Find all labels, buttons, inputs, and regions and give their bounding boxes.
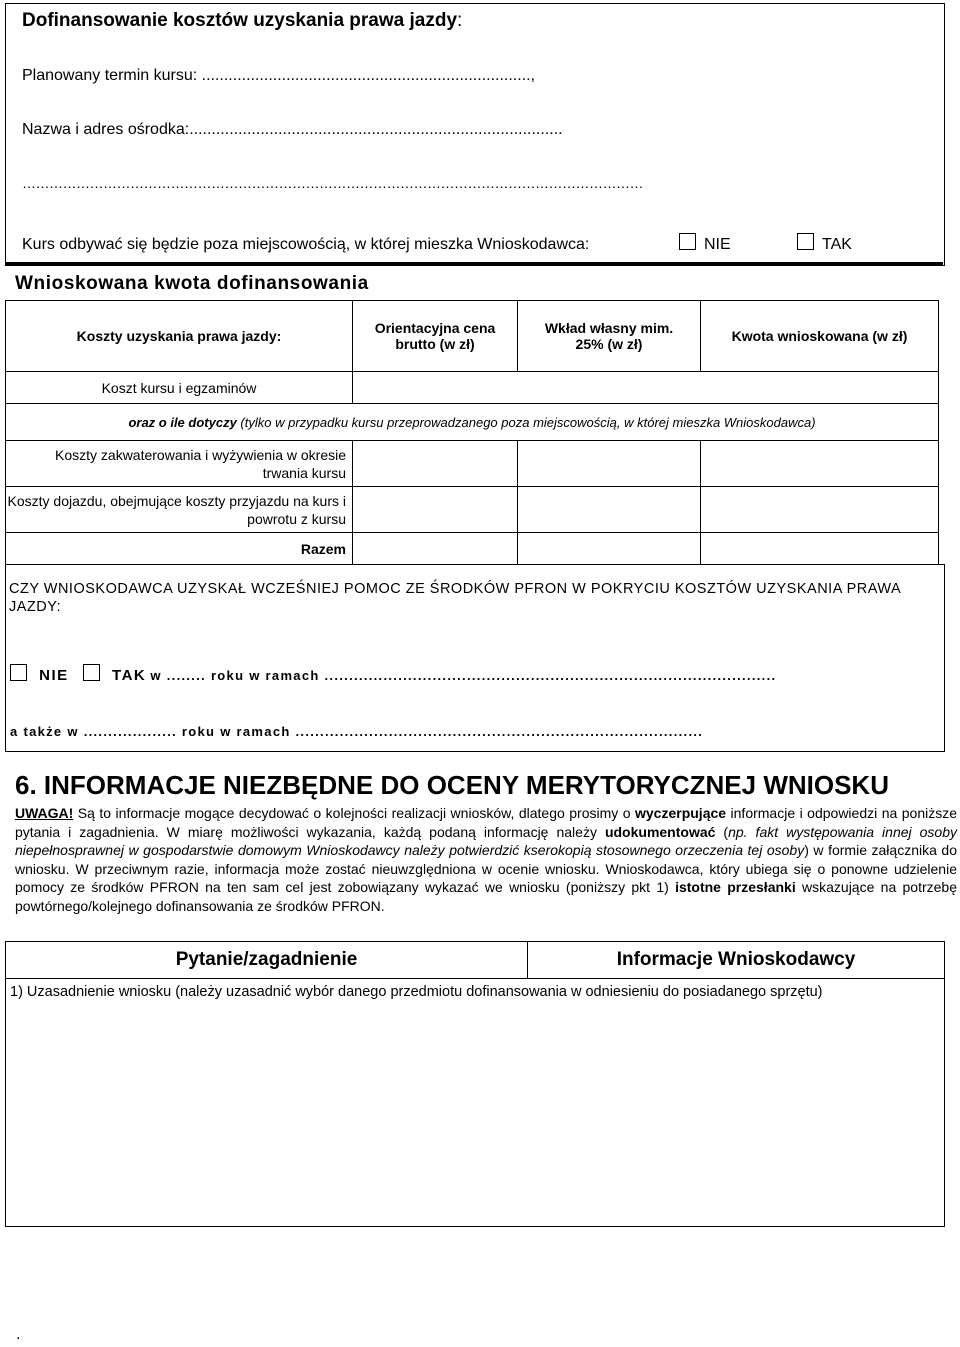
section-divider <box>5 262 943 265</box>
outside-location-question: Kurs odbywać się będzie poza miejscowością, w której mieszka Wnioskodawca: <box>22 236 590 253</box>
row-course-cost-label: Koszt kursu i egzaminów <box>5 371 353 404</box>
row-accommodation-price[interactable] <box>352 440 518 487</box>
center-name-continuation[interactable]: ………………………………………………………………………………………………………………………… <box>22 175 643 191</box>
label-tak-outside: TAK <box>822 236 852 253</box>
qa-header-question: Pytanie/zagadnienie <box>5 941 528 979</box>
row-course-cost-values[interactable] <box>352 371 939 404</box>
qa-header-info: Informacje Wnioskodawcy <box>527 941 945 979</box>
row-total-own[interactable] <box>517 532 701 565</box>
row-accommodation-requested[interactable] <box>700 440 939 487</box>
row-total-price[interactable] <box>352 532 518 565</box>
col-header-costs: Koszty uzyskania prawa jazdy: <box>5 300 353 372</box>
qa-answer-area[interactable] <box>8 1005 942 1223</box>
prior-help-line1: NIE TAK w ........ roku w ramach ............................................................................................ <box>10 664 776 684</box>
row-accommodation-own[interactable] <box>517 440 701 487</box>
course-date-field[interactable]: Planowany termin kursu: .........................................................................., <box>22 67 536 84</box>
col-header-price: Orientacyjna cena brutto (w zł) <box>352 300 518 372</box>
checkbox-nie-prior[interactable] <box>10 664 27 681</box>
footer-dot: . <box>16 1326 21 1343</box>
row-accommodation-label: Koszty zakwaterowania i wyżywienia w okresie trwania kursu <box>5 440 353 487</box>
label-nie-outside: NIE <box>704 236 731 253</box>
row-travel-label: Koszty dojazdu, obejmujące koszty przyjazdu na kurs i powrotu z kursu <box>5 486 353 533</box>
col-header-requested: Kwota wnioskowana (w zł) <box>700 300 939 372</box>
row-total-label: Razem <box>5 532 353 565</box>
prior-help-year-program-2[interactable]: a także w ................... roku w ramach ................................................................................... <box>10 724 704 739</box>
requested-amount-heading: Wnioskowana kwota dofinansowania <box>15 273 369 294</box>
checkbox-tak-outside[interactable] <box>797 233 814 250</box>
row-travel-own[interactable] <box>517 486 701 533</box>
row-total-requested[interactable] <box>700 532 939 565</box>
col-header-own-contribution: Wkład własny mim. 25% (w zł) <box>517 300 701 372</box>
prior-help-year-program-1[interactable]: w ........ roku w ramach ............................................................................................ <box>150 668 777 683</box>
row-travel-price[interactable] <box>352 486 518 533</box>
checkbox-nie-outside[interactable] <box>679 233 696 250</box>
prior-help-question: CZY WNIOSKODAWCA UZYSKAŁ WCZEŚNIEJ POMOC ZE ŚRODKÓW PFRON W POKRYCIU KOSZTÓW UZYSKANIA PRAWA JAZDY: <box>9 581 901 615</box>
section6-heading: 6. INFORMACJE NIEZBĘDNE DO OCENY MERYTORYCZNEJ WNIOSKU <box>15 770 889 800</box>
section6-instructions: UWAGA! Są to informacje mogące decydować o kolejności realizacji wniosków, dlatego prosimy o wyczerpujące informacje i odpowiedzi na poniższe pytania i zagadnienia. W miarę możliwości wykazania, każdą podaną informację należy udokumentować (np. fakt występowania innej osoby niepełnosprawnej w gospodarstwie domowym Wnioskodawcy należy potwierdzić kserokopią stosownego orzeczenia tej osoby) w formie załącznika do wniosku. W przeciwnym razie, informacja może zostać nieuwzględniona w ocenie wniosku. Wnioskodawca, który ubiega się o ponowne udzielenie pomocy ze środków PFRON na ten sam cel jest zobowiązany wykazać we wniosku (poniższy pkt 1) istotne przesłanki wskazujące na potrzebę powtórnego/kolejnego dofinansowania ze środków PFRON. <box>15 805 958 914</box>
funding-title: Dofinansowanie kosztów uzyskania prawa jazdy: <box>22 10 463 31</box>
center-name-field[interactable]: Nazwa i adres ośrodka:.................................................................................... <box>22 121 563 138</box>
optional-costs-note: oraz o ile dotyczy (tylko w przypadku kursu przeprowadzanego poza miejscowością, w której mieszka Wnioskodawca) <box>5 403 939 441</box>
qa-item-1: 1) Uzasadnienie wniosku (należy uzasadnić wybór danego przedmiotu dofinansowania w odniesieniu do posiadanego sprzętu) <box>10 984 823 1000</box>
checkbox-tak-prior[interactable] <box>83 664 100 681</box>
row-travel-requested[interactable] <box>700 486 939 533</box>
